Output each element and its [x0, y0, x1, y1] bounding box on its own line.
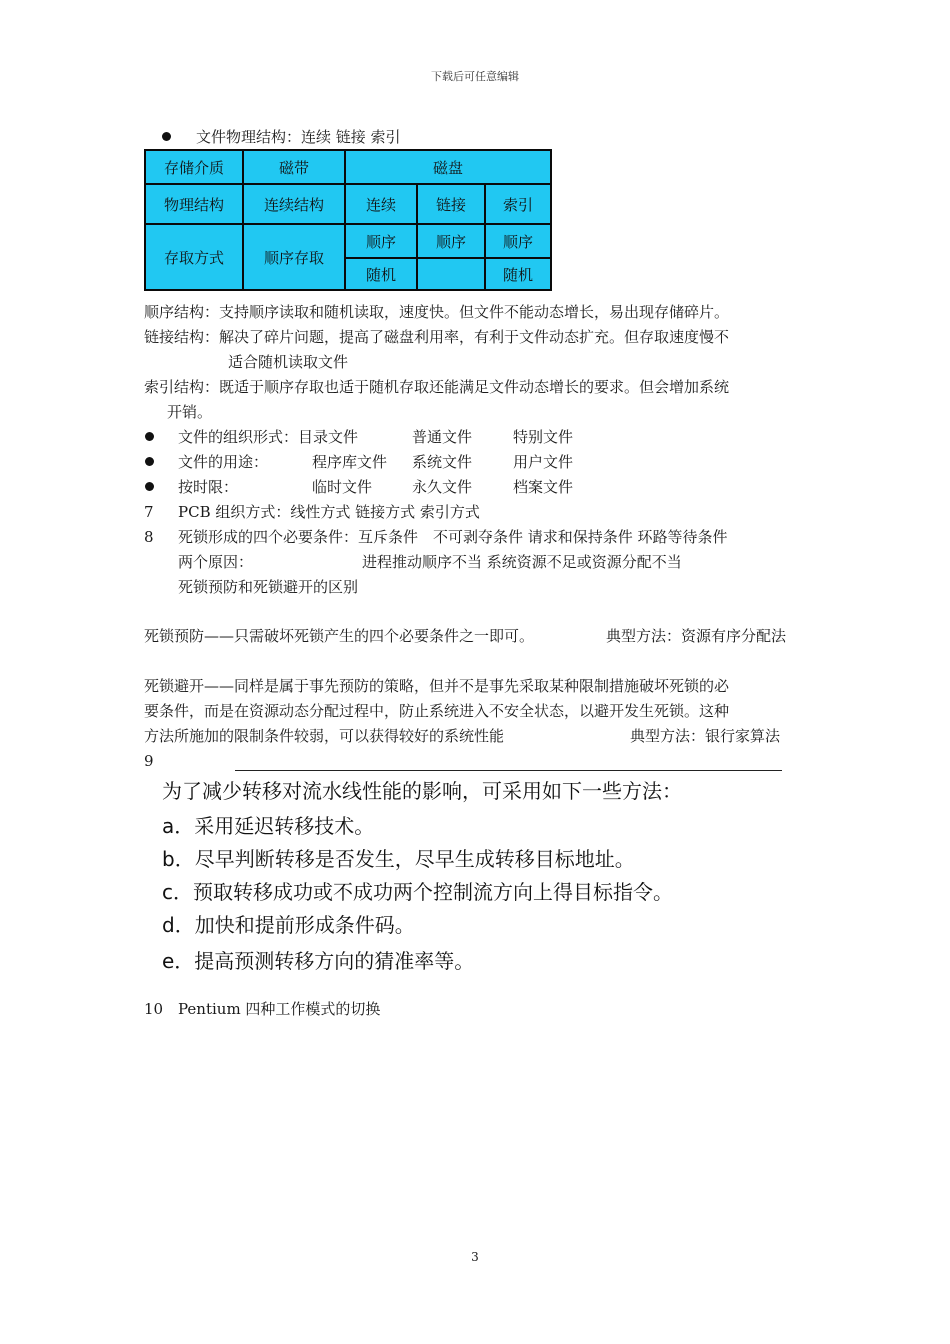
- table-cell: [417, 258, 485, 290]
- table-cell: 物理结构: [145, 184, 243, 224]
- divider-line: [235, 770, 782, 771]
- indexed-structure-desc-cont: 开销。: [167, 403, 213, 421]
- sequential-structure-desc: 顺序结构：支持顺序读取和随机读取，速度快。但文件不能动态增长，易出现存储碎片。: [144, 303, 730, 321]
- deadlock-avoidance: 要条件，而是在资源动态分配过程中，防止系统进入不安全状态，以避开发生死锁。这种: [144, 702, 730, 720]
- table-cell: 顺序: [417, 224, 485, 258]
- table-cell: 随机: [345, 258, 417, 290]
- table-cell: 连续结构: [243, 184, 345, 224]
- table-cell: 存储介质: [145, 150, 243, 184]
- pcb-organization: PCB 组织方式：线性方式 链接方式 索引方式: [178, 503, 480, 521]
- period-value: 档案文件: [513, 478, 574, 496]
- usage-value: 程序库文件: [312, 453, 388, 471]
- bullet-icon: [145, 482, 154, 491]
- table-cell: 磁带: [243, 150, 345, 184]
- slide-item: e．提高预测转移方向的猜准率等。: [162, 949, 475, 973]
- deadlock-avoidance: 方法所施加的限制条件较弱，可以获得较好的系统性能: [144, 727, 505, 745]
- deadlock-difference-heading: 死锁预防和死锁避开的区别: [178, 578, 359, 596]
- slide-item: d．加快和提前形成条件码。: [162, 913, 415, 937]
- org-form-value: 普通文件: [412, 428, 473, 446]
- slide-item: b．尽早判断转移是否发生，尽早生成转移目标地址。: [162, 847, 635, 871]
- table-cell: 连续: [345, 184, 417, 224]
- table-cell: 顺序存取: [243, 224, 345, 290]
- item-number: 7: [144, 503, 154, 521]
- period-value: 临时文件: [312, 478, 373, 496]
- deadlock-reasons-label: 两个原因：: [178, 553, 254, 571]
- period-value: 永久文件: [412, 478, 473, 496]
- linked-structure-desc-cont: 适合随机读取文件: [228, 353, 349, 371]
- item-number: 10: [144, 1000, 164, 1018]
- deadlock-avoidance-method: 典型方法：银行家算法: [630, 727, 781, 745]
- period-label: 按时限：: [178, 478, 239, 496]
- physical-structure-table: [144, 149, 552, 291]
- item-number: 9: [144, 752, 154, 770]
- bullet-icon: [145, 432, 154, 441]
- table-cell: 链接: [417, 184, 485, 224]
- deadlock-prevention: 死锁预防——只需破坏死锁产生的四个必要条件之一即可。: [144, 627, 535, 645]
- linked-structure-desc: 链接结构：解决了碎片问题，提高了磁盘利用率，有利于文件动态扩充。但存取速度慢不: [144, 328, 730, 346]
- deadlock-avoidance: 死锁避开——同样是属于事先预防的策略，但并不是事先采取某种限制措施破坏死锁的必: [144, 677, 730, 695]
- deadlock-conditions: 死锁形成的四个必要条件：互斥条件 不可剥夺条件 请求和保持条件 环路等待条件: [178, 528, 728, 546]
- table-cell: 顺序: [485, 224, 551, 258]
- pentium-modes-heading: Pentium 四种工作模式的切换: [178, 1000, 381, 1018]
- table-cell: 索引: [485, 184, 551, 224]
- deadlock-prevention-method: 典型方法：资源有序分配法: [606, 627, 787, 645]
- table-cell: 磁盘: [345, 150, 551, 184]
- slide-title: 为了减少转移对流水线性能的影响，可采用如下一些方法：: [162, 779, 682, 803]
- slide-item: c．预取转移成功或不成功两个控制流方向上得目标指令。: [162, 880, 673, 904]
- table-cell: 存取方式: [145, 224, 243, 290]
- usage-label: 文件的用途：: [178, 453, 269, 471]
- usage-value: 用户文件: [513, 453, 574, 471]
- table-cell: 顺序: [345, 224, 417, 258]
- bullet-icon: [145, 457, 154, 466]
- table-cell: 随机: [485, 258, 551, 290]
- indexed-structure-desc: 索引结构：既适于顺序存取也适于随机存取还能满足文件动态增长的要求。但会增加系统: [144, 378, 730, 396]
- usage-value: 系统文件: [412, 453, 473, 471]
- org-form-label: 文件的组织形式：目录文件: [178, 428, 359, 446]
- section-title-physical-structure: 文件物理结构：连续 链接 索引: [196, 128, 401, 146]
- bullet-icon: [162, 132, 171, 141]
- org-form-value: 特别文件: [513, 428, 574, 446]
- deadlock-reasons-value: 进程推动顺序不当 系统资源不足或资源分配不当: [362, 553, 682, 571]
- page-header: 下载后可任意编辑: [431, 70, 519, 83]
- slide-item: a．采用延迟转移技术。: [162, 814, 375, 838]
- page-number: 3: [471, 1250, 479, 1264]
- item-number: 8: [144, 528, 154, 546]
